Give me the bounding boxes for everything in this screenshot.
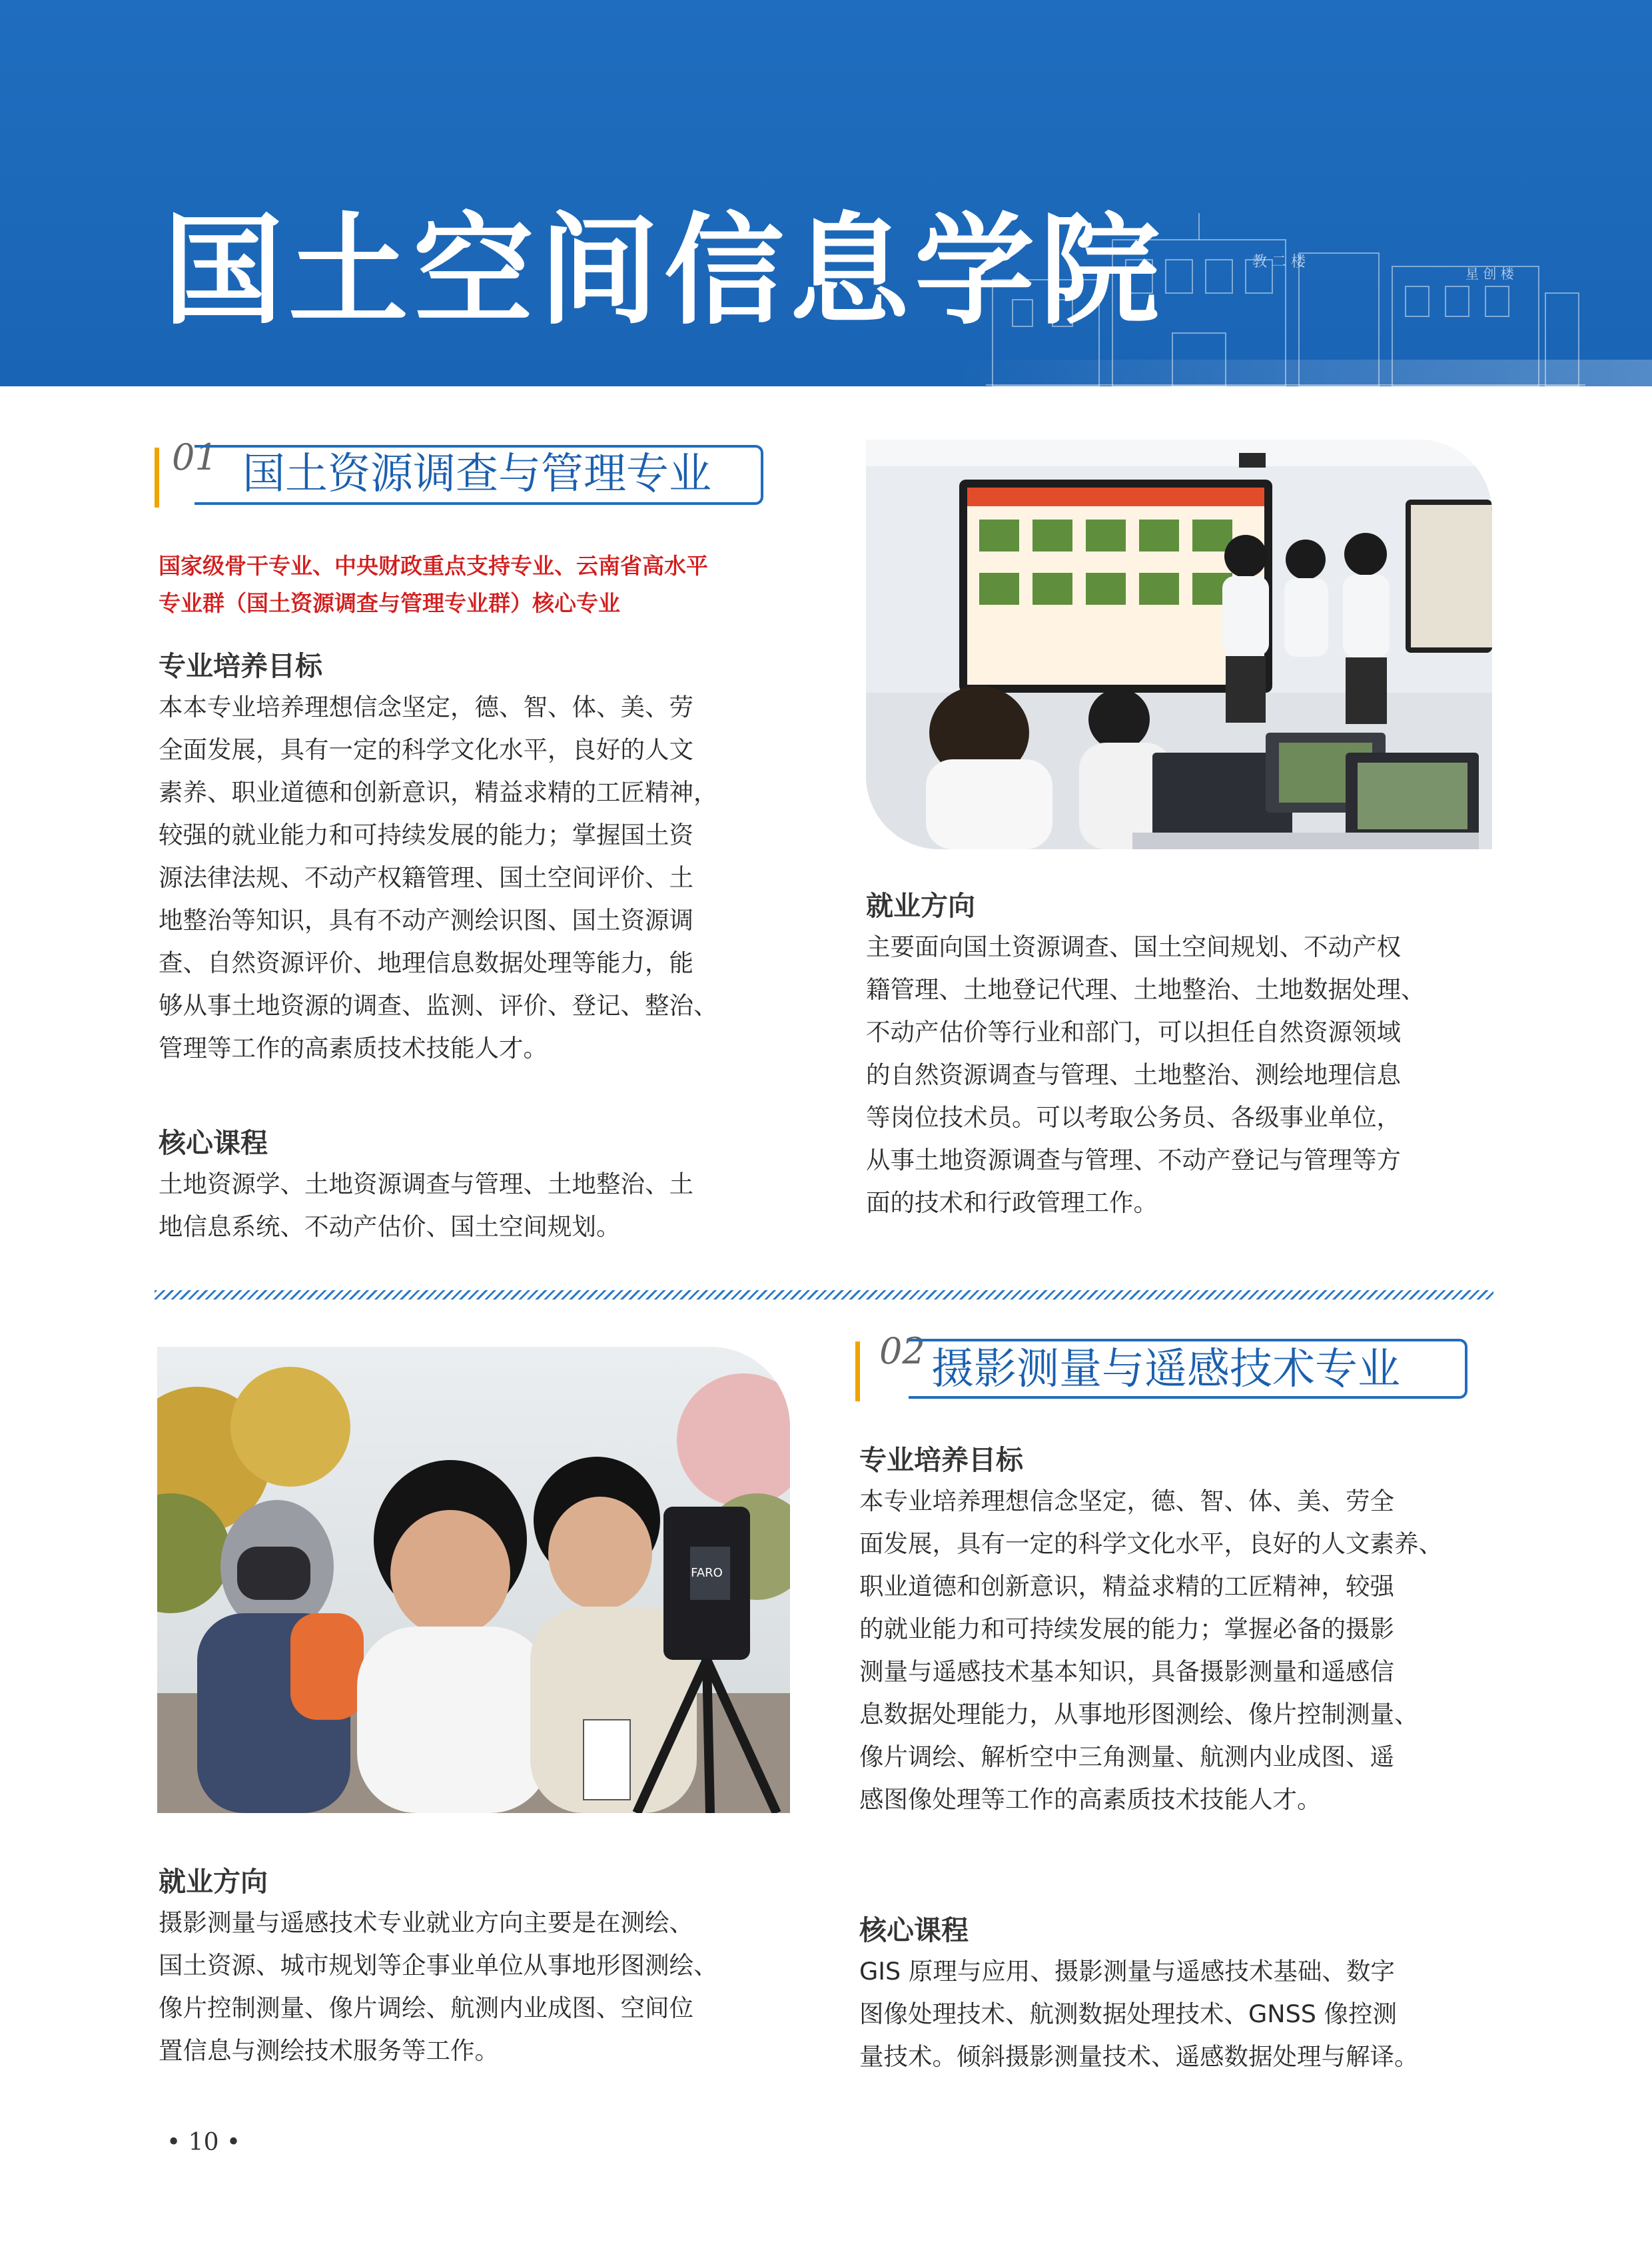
- text-line: 全面发展，具有一定的科学文化水平，良好的人文: [159, 735, 693, 764]
- section-heading-01: [155, 438, 767, 512]
- text-line: 主要面向国土资源调查、国土空间规划、不动产权: [866, 933, 1401, 961]
- job-heading: 就业方向: [159, 1866, 268, 1898]
- job-heading: 就业方向: [866, 890, 975, 922]
- section-title: 国土资源调查与管理专业: [242, 450, 711, 499]
- header-banner: [0, 0, 1652, 386]
- text-line: 素养、职业道德和创新意识，精益求精的工匠精神，: [159, 778, 718, 807]
- text-line: 职业道德和创新意识，精益求精的工匠精神，较强: [859, 1572, 1394, 1601]
- text-line: 较强的就业能力和可持续发展的能力；掌握国土资: [159, 821, 693, 849]
- scanner-brand: FARO: [691, 1566, 723, 1580]
- text-line: GIS 原理与应用、摄影测量与遥感技术基础、数字: [859, 1957, 1395, 1986]
- job-text: [159, 1902, 718, 2072]
- text-line: 地整治等知识，具有不动产测绘识图、国土资源调: [159, 906, 693, 934]
- text-line: 像片控制测量、像片调绘、航测内业成图、空间位: [159, 1994, 693, 2022]
- goal-heading: 专业培养目标: [859, 1444, 1023, 1476]
- section-number: 01: [172, 436, 218, 478]
- banner-stripe: [953, 360, 1652, 386]
- text-line: 的就业能力和可持续发展的能力；掌握必备的摄影: [859, 1615, 1394, 1643]
- page-title: 国土空间信息学院: [163, 202, 1166, 341]
- text-line: 量技术。倾斜摄影测量技术、遥感数据处理与解译。: [859, 2042, 1419, 2071]
- highlight-line: 国家级骨干专业、中央财政重点支持专业、云南省高水平: [159, 553, 708, 579]
- text-line: 管理等工作的高素质技术技能人才。: [159, 1034, 548, 1062]
- major-highlight: [159, 548, 708, 622]
- course-heading: 核心课程: [859, 1914, 969, 1946]
- text-line: 息数据处理能力，从事地形图测绘、像片控制测量、: [859, 1700, 1419, 1728]
- heading-accent-bar: [855, 1341, 860, 1401]
- course-text: [859, 1950, 1419, 2078]
- text-line: 摄影测量与遥感技术专业就业方向主要是在测绘、: [159, 1908, 693, 1937]
- section-heading-02: [855, 1332, 1471, 1405]
- heading-accent-bar: [155, 448, 159, 508]
- skyline-label-1: 教 二 楼: [1252, 254, 1306, 270]
- page-number: • 10 •: [167, 2129, 241, 2156]
- text-line: 本本专业培养理想信念坚定，德、智、体、美、劳: [159, 693, 693, 721]
- text-line: 本专业培养理想信念坚定，德、智、体、美、劳全: [859, 1487, 1394, 1515]
- course-heading: 核心课程: [159, 1127, 268, 1159]
- text-line: 籍管理、土地登记代理、土地整治、土地数据处理、: [866, 975, 1426, 1004]
- section-number: 02: [879, 1330, 925, 1372]
- text-line: 土地资源学、土地资源调查与管理、土地整治、土: [159, 1170, 693, 1198]
- goal-heading: 专业培养目标: [159, 650, 322, 682]
- goal-text: [859, 1480, 1443, 1821]
- text-line: 置信息与测绘技术服务等工作。: [159, 2036, 499, 2065]
- text-line: 从事土地资源调查与管理、不动产登记与管理等方: [866, 1146, 1401, 1174]
- text-line: 图像处理技术、航测数据处理技术、GNSS 像控测: [859, 2000, 1398, 2028]
- text-line: 面发展，具有一定的科学文化水平，良好的人文素养、: [859, 1529, 1443, 1558]
- text-line: 源法律法规、不动产权籍管理、国土空间评价、土: [159, 863, 693, 892]
- course-text: [159, 1163, 693, 1248]
- text-line: 的自然资源调查与管理、土地整治、测绘地理信息: [866, 1060, 1401, 1089]
- text-line: 面的技术和行政管理工作。: [866, 1188, 1158, 1217]
- text-line: 国土资源、城市规划等企事业单位从事地形图测绘、: [159, 1951, 718, 1980]
- text-line: 查、自然资源评价、地理信息数据处理等能力，能: [159, 948, 693, 977]
- goal-text: [159, 686, 718, 1070]
- job-text: [866, 926, 1426, 1224]
- text-line: 地信息系统、不动产估价、国土空间规划。: [159, 1212, 621, 1241]
- section-divider: [155, 1290, 1493, 1300]
- classroom-photo: [866, 440, 1492, 849]
- highlight-line: 专业群（国土资源调查与管理专业群）核心专业: [159, 590, 620, 616]
- section-title: 摄影测量与遥感技术专业: [931, 1345, 1400, 1394]
- skyline-label-2: 星 创 楼: [1465, 266, 1514, 282]
- text-line: 测量与遥感技术基本知识，具备摄影测量和遥感信: [859, 1657, 1394, 1686]
- field-survey-photo: [157, 1347, 790, 1813]
- text-line: 像片调绘、解析空中三角测量、航测内业成图、遥: [859, 1742, 1394, 1771]
- text-line: 不动产估价等行业和部门，可以担任自然资源领域: [866, 1018, 1401, 1046]
- text-line: 够从事土地资源的调查、监测、评价、登记、整治、: [159, 991, 718, 1020]
- text-line: 感图像处理等工作的高素质技术技能人才。: [859, 1785, 1322, 1814]
- text-line: 等岗位技术员。可以考取公务员、各级事业单位，: [866, 1103, 1401, 1132]
